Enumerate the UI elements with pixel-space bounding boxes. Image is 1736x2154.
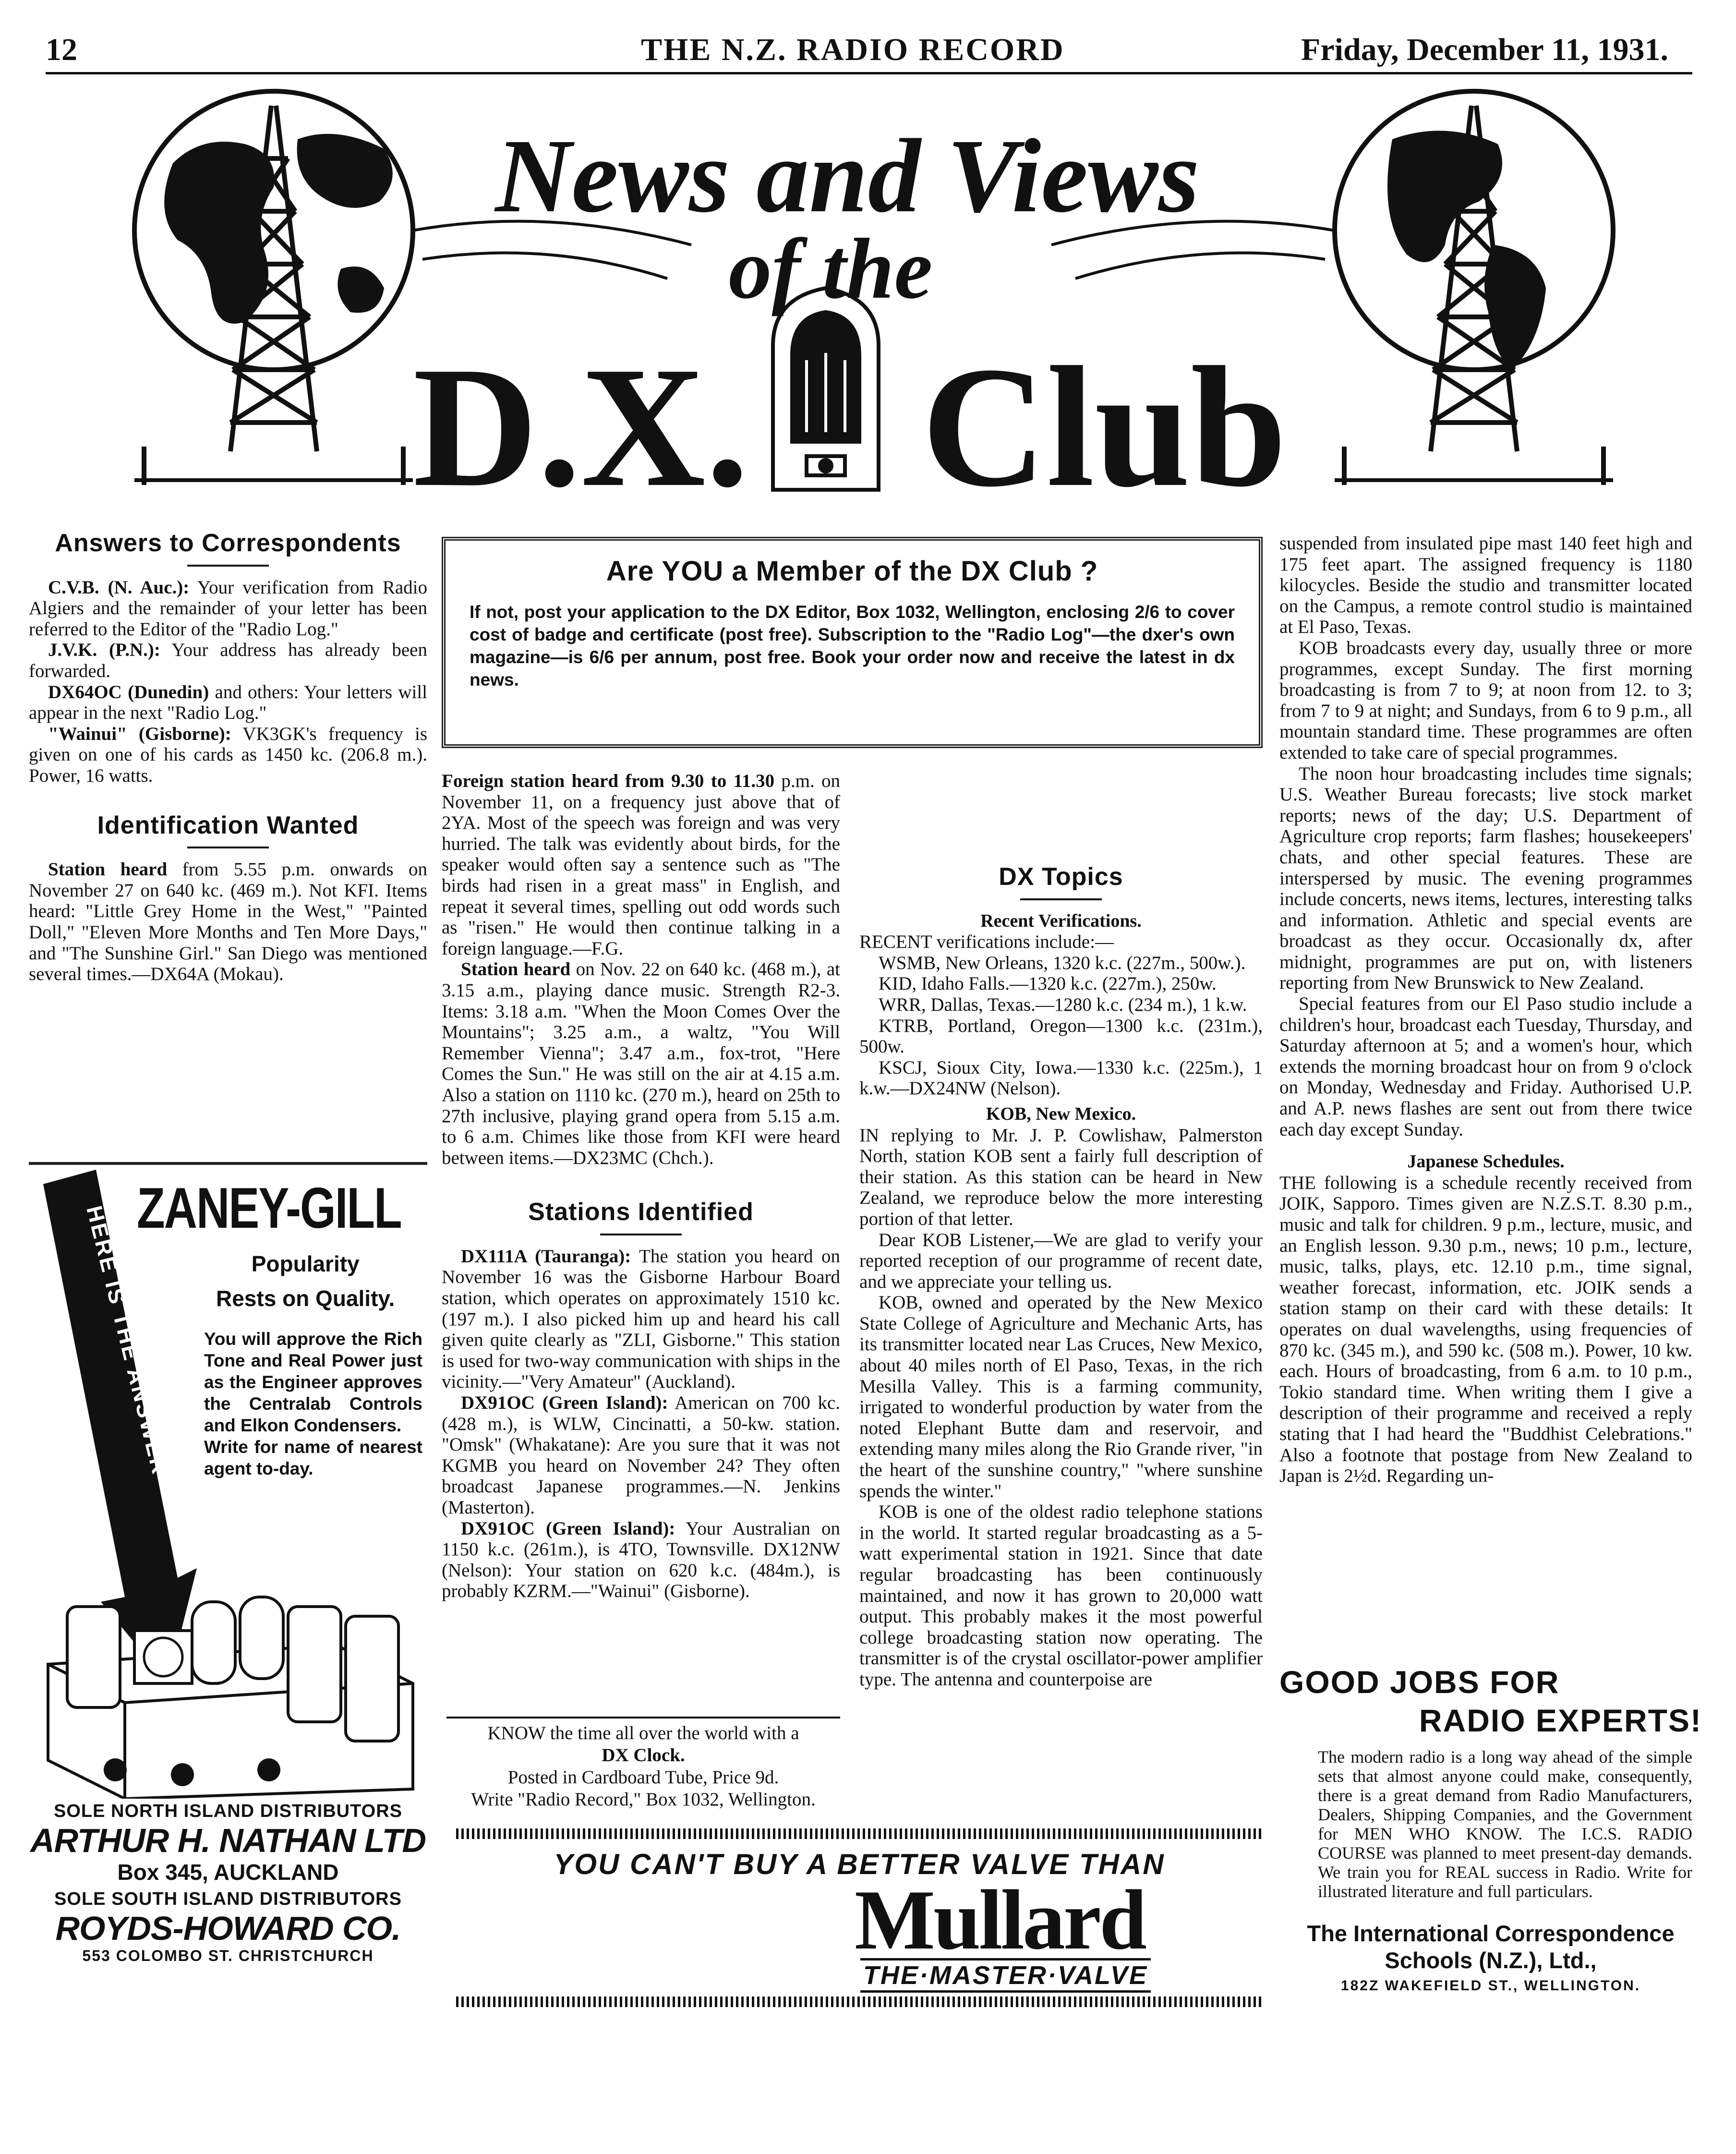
verifications-intro: RECENT verifications include:— xyxy=(859,932,1114,953)
answer-item: DX64OC (Dunedin) and others: Your letters will appear in the next "Radio Log." xyxy=(29,681,428,724)
ics-headline-2: RADIO EXPERTS! xyxy=(1419,1703,1702,1738)
section-rule xyxy=(187,847,269,848)
membership-body: If not, post your application to the DX Editor, Box 1032, Wellington, enclosing 2/6 to cover cost of badge and certificate (post free). Subscription to the "Radio Log"—the dxer's own magazine—is 6/6 per annum, post free. Book your order now and receive the latest in dx news. xyxy=(470,602,1235,690)
foreign-station-item: Foreign station heard from 9.30 to 11.30 p.m. on November 11, on a frequency just above that of 2YA. Most of the speech was foreign and was very hurried. The talk was evidently about birds, for the speaker would often say a sentence such as "The birds had risen in a great mass" in English, and repeat it several times, spelling out odd words such as "risen." He would then continue talking in a foreign language.—F.G. xyxy=(442,771,841,959)
verification-item: KSCJ, Sioux City, Iowa.—1330 k.c. (225m.), 1 k.w.—DX24NW (Nelson). xyxy=(859,1057,1263,1099)
kob-paragraph: KOB is one of the oldest radio telephone stations in the world. It started regular broadcasting as a 5-watt experimental station in 1921. Since that date regular broadcasting has been continuously maintained, and now it has grown to 20,000 watt output. This probably makes it the most powerful college broadcasting station now operating. The transmitter is of the crystal oscillator-power amplifier type. The antenna and counterpoise are xyxy=(859,1501,1263,1690)
kob-continued-paragraph: The noon hour broadcasting includes time signals; U.S. Weather Bureau forecasts; live stock market reports; news of the day; U.S. Department of Agriculture crop reports; farm flashes; housekeepers' chats, and other special features. These are interspersed by music. The evening programmes include concerts, news items, lectures, interesting talks and information. Athletic and special events are broadcast as they occur. Occasionally dx, after midnight, programmes are put on, with listeners reporting from New Brunswick to New Zealand. xyxy=(1279,763,1692,993)
radio-chassis-icon xyxy=(38,1587,422,1799)
kob-continued-paragraph: Special features from our El Paso studio include a children's hour, broadcast each Tuesday, Thursday, and Saturday afternoon at 5; and a women's hour, which extends the morning broadcast hour on from 9 o'clock on Monday, Wednesday and Friday. Authorised U.P. and A.P. news flashes are sent out from there twice each day except Sunday. xyxy=(1279,993,1692,1140)
ics-address: 182Z WAKEFIELD ST., WELLINGTON. xyxy=(1340,1978,1641,1994)
column-4 xyxy=(1279,533,1692,1487)
mullard-advertisement xyxy=(456,1828,1263,2011)
membership-title: Are YOU a Member of the DX Club ? xyxy=(606,556,1098,587)
column-1 xyxy=(29,529,428,985)
ics-organisation: The International Correspondence Schools (N.Z.), Ltd., xyxy=(1307,1921,1675,1973)
dx-club-banner xyxy=(115,86,1632,509)
verification-item: WRR, Dallas, Texas.—1280 k.c. (234 m.), 1 k.w. xyxy=(879,994,1247,1015)
issue-date: Friday, December 11, 1931. xyxy=(1301,32,1668,67)
japanese-schedules-subheading: Japanese Schedules. xyxy=(1407,1151,1565,1172)
identification-item: Station heard from 5.55 p.m. onwards on November 27 on 640 kc. (469 m.). Not KFI. Items heard: "Little Grey Home in the West," "Painted Doll," "Eleven More Months and Ten More Days," and "The Sunshine Girl." San Diego was mentioned several times.—DX64A (Mokau). xyxy=(29,859,427,985)
verification-item: KTRB, Portland, Oregon—1300 k.c. (231m.), 500w. xyxy=(859,1015,1263,1057)
zaney-gill-advertisement xyxy=(29,1162,427,1988)
publication-title: THE N.Z. RADIO RECORD xyxy=(641,32,1065,67)
header-rule xyxy=(46,72,1692,74)
banner-title-line2: of the xyxy=(728,221,933,316)
column-3 xyxy=(859,771,1263,1690)
foreign-station-item: Station heard on Nov. 22 on 640 kc. (468 m.), at 3.15 a.m., playing dance music. Strength R2-3. Items: 3.18 a.m. "When the Moon Comes Over the Mountains"; 3.25 a.m., a waltz, "You Will Remember Vienna"; 3.47 a.m., fox-trot, "Here Comes the Sun." He was still on the air at 4.15 a.m. Also a station on 1110 kc. (270 m.), heard on 25th to 27th inclusive, playing grand opera from 5.15 a.m. to 6 a.m. Chimes like those from KFI were heard between items.—DX23MC (Chch.). xyxy=(442,959,841,1168)
banner-title-dx: D.X. xyxy=(413,331,749,509)
zaney-gill-body: You will approve the Rich Tone and Real Power just as the Engineer approves the Centralab Controls and Elkon Condensers. Write for name of nearest agent to-day. xyxy=(204,1329,422,1478)
kob-paragraph: Dear KOB Listener,—We are glad to verify your reported reception of our programme of recent date, and we appreciate your telling us. xyxy=(859,1229,1263,1292)
page-number: 12 xyxy=(46,32,77,67)
zaney-gill-tagline: Popularity Rests on Quality. xyxy=(216,1251,395,1311)
stations-identified-heading: Stations Identified xyxy=(528,1198,754,1226)
banner-title-line1: News and Views xyxy=(495,117,1200,234)
answers-heading: Answers to Correspondents xyxy=(55,529,401,557)
membership-box xyxy=(442,537,1263,748)
answer-item: C.V.B. (N. Auc.): Your verification from Radio Algiers and the remainder of your letter has been referred to the Editor of the "Radio Log." xyxy=(29,577,427,640)
kob-continued-paragraph: KOB broadcasts every day, usually three or more programmes, except Sunday. The first morning broadcasting is from 7 to 9; at noon from 12. to 3; from 7 to 9 at night; and Sundays, from 6 to 9 p.m., all mountain standard time. These programmes are often extended to take care of special programmes. xyxy=(1279,637,1692,763)
kob-continued-paragraph: suspended from insulated pipe mast 140 feet high and 175 feet apart. The assigned frequency is 1180 kilocycles. Beside the studio and transmitter located on the Campus, a remote control studio is maintained at El Paso, Texas. xyxy=(1279,533,1692,638)
section-rule xyxy=(600,1234,682,1235)
japanese-schedules-paragraph: THE following is a schedule recently received from JOIK, Sapporo. Times given are N.Z.S.T. 8.30 p.m., music and talk for children. 9 p.m., lecture, music, and an English lesson. 9.30 p.m., news; 10 p.m., lecture, music, talks, plays, etc. 12.10 p.m., time signal, weather forecast, information, etc. JOIK sends a station stamp on their card with these details: It operates on dual wavelengths, using frequencies of 870 kc. (345 m.), and 590 kc. (508 m.). Power, 10 kw. each. Hours of broadcasting, from 6 a.m. to 10 p.m., Tokio standard time. When writing them I give a description of their programme and received a reply stating that I had heard the "Buddhist Celebrations." Also a footnote that postage from New Zealand to Japan is 2½d. Regarding un- xyxy=(1279,1172,1692,1487)
arrow-text: HERE IS THE ANSWER xyxy=(82,1203,173,1478)
cabinet-radio-icon xyxy=(773,288,879,490)
recent-verifications-subheading: Recent Verifications. xyxy=(980,910,1142,931)
verification-item: KID, Idaho Falls.—1320 k.c. (227m.), 250w. xyxy=(879,973,1217,994)
answer-item: "Wainui" (Gisborne): VK3GK's frequency is given on one of his cards as 1450 kc. (206.8 m.). Power, 16 watts. xyxy=(29,723,428,786)
column-2 xyxy=(442,771,840,1602)
verification-item: WSMB, New Orleans, 1320 k.c. (227m., 500w.). xyxy=(879,952,1246,973)
ics-advertisement xyxy=(1279,1664,1702,2019)
ics-body: The modern radio is a long way ahead of the simple sets that almost anyone could make, consequently, there is a great demand from Radio Manufacturers, Dealers, Shipping Companies, and the Government for MEN WHO KNOW. The I.C.S. RADIO COURSE was planned to meet present-day demands. We train you for REAL success in Radio. Write for illustrated literature and full particulars. xyxy=(1318,1747,1692,1901)
kob-subheading: KOB, New Mexico. xyxy=(986,1103,1136,1124)
station-identified-item: DX111A (Tauranga): The station you heard on November 16 was the Gisborne Harbour Board station, which operates on approximately 1510 kc. (197 m.). I also picked him up and heard his call given quite clearly as "ZLI, Gisborne." This station is used for two-way communication with ships in the vicinity.—"Very Amateur" (Auckland). xyxy=(442,1246,841,1392)
mullard-slogan: YOU CAN'T BUY A BETTER VALVE THAN xyxy=(554,1848,1165,1880)
station-identified-item: DX91OC (Green Island): Your Australian on 1150 k.c. (261m.), is 4TO, Townsville. DX12NW (Nelson): Your station on 620 k.c. (484m.), is probably KZRM.—"Wainui" (Gisborne). xyxy=(442,1518,840,1602)
zaney-gill-title: ZANEY-GILL xyxy=(137,1176,401,1240)
section-rule xyxy=(187,565,269,567)
ad-top-rule xyxy=(456,1828,1263,1839)
zaney-gill-distributors: SOLE NORTH ISLAND DISTRIBUTORS ARTHUR H. NATHAN LTD Box 345, AUCKLAND SOLE SOUTH ISLAND DISTRIBUTORS ROYDS-HOWARD CO. 553 COLOMBO ST. CHRISTCHURCH xyxy=(30,1801,426,1964)
mullard-brand: Mullard xyxy=(855,1872,1145,1967)
identification-heading: Identification Wanted xyxy=(97,811,359,839)
section-rule xyxy=(1020,898,1102,900)
mullard-tagline: THE·MASTER·VALVE xyxy=(860,1958,1151,1993)
dx-topics-heading: DX Topics xyxy=(999,863,1123,891)
dx-clock-notice: KNOW the time all over the world with a DX Clock. Posted in Cardboard Tube, Price 9d. Write "Radio Record," Box 1032, Wellington. xyxy=(446,1717,840,1827)
kob-paragraph: KOB, owned and operated by the New Mexico State College of Agriculture and Mechanic Arts, has its transmitter located near Las Cruces, New Mexico, about 40 miles north of El Paso, Texas, in the rich Mesilla Valley. This is a farming community, irrigated to wonderful production by water from the noted Elephant Butte dam and reservoir, and extending many miles along the Rio Grande river, "in the heart of the sunshine country," "where sunshine spends the winter." xyxy=(859,1292,1263,1501)
banner-title-club: Club xyxy=(921,331,1287,509)
ics-headline-1: GOOD JOBS FOR xyxy=(1279,1664,1560,1700)
answer-item: J.V.K. (P.N.): Your address has already been forwarded. xyxy=(29,640,427,681)
station-identified-item: DX91OC (Green Island): American on 700 kc. (428 m.), is WLW, Cincinatti, a 50-kw. station. "Omsk" (Whakatane): Are you sure that it was not KGMB you heard on November 24? They often broadcast Japanese programmes.—N. Jenkins (Masterton). xyxy=(442,1392,840,1518)
ad-bottom-rule xyxy=(456,1997,1263,2007)
kob-paragraph: IN replying to Mr. J. P. Cowlishaw, Palmerston North, station KOB sent a fairly full description of their station. As this station can be heard in New Zealand, we reproduce below the more interesting portion of that letter. xyxy=(859,1125,1263,1229)
